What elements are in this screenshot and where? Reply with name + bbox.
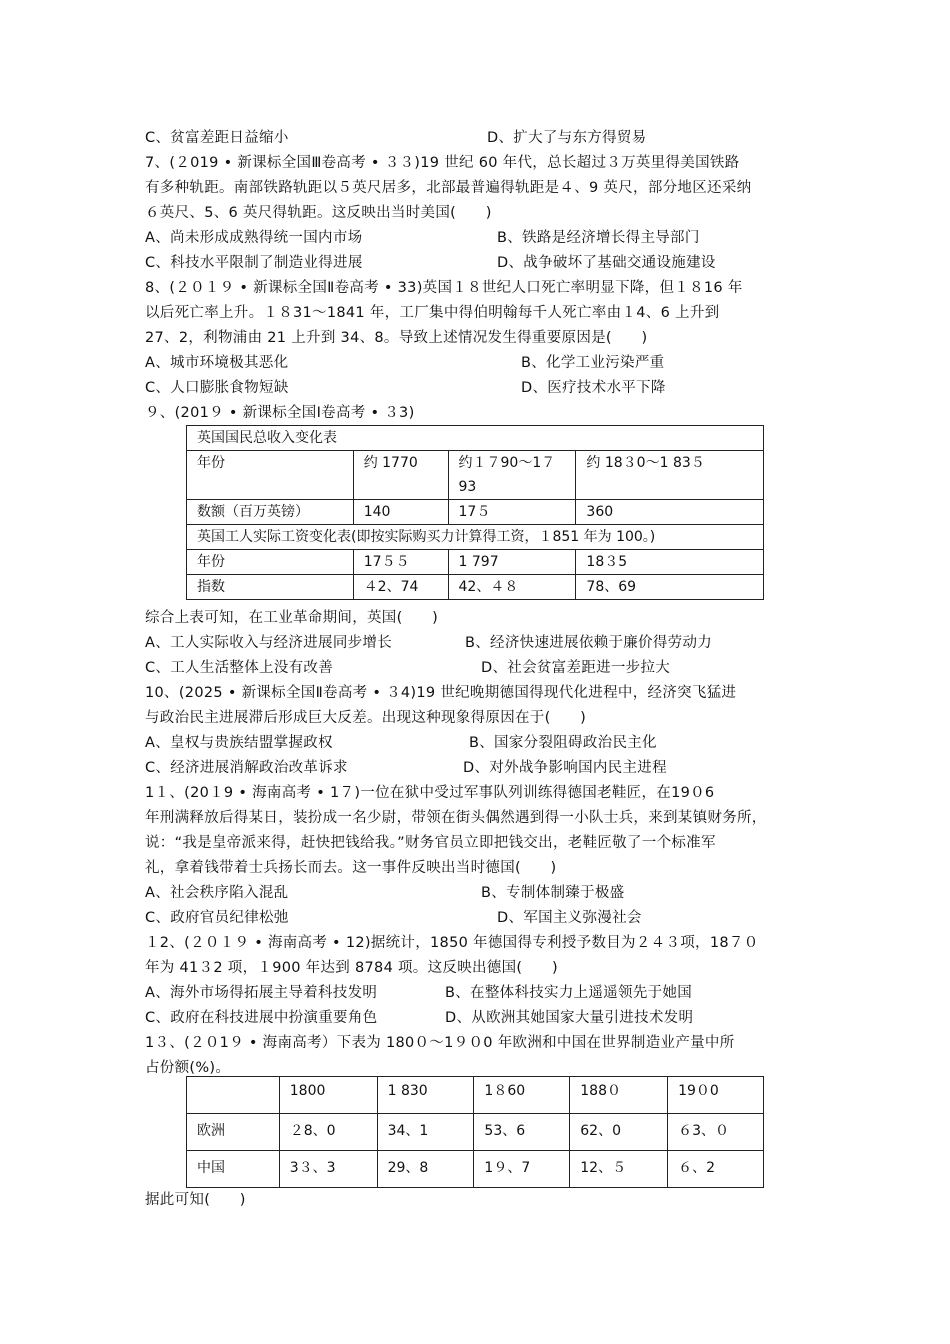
table-title-wages: 英国工人实际工资变化表(即按实际购买力计算得工资，１851 年为 100。): [187, 525, 764, 550]
q11-option-b: B、专制体制臻于极盛: [481, 885, 625, 901]
table-cell: 1 797: [448, 550, 576, 575]
table-cell: 18３5: [576, 550, 764, 575]
table-header-cell: 19０0: [668, 1077, 764, 1114]
q9-option-c: C、工人生活整体上没有改善: [145, 660, 334, 676]
table-row: [187, 525, 764, 550]
q11-option-a: A、社会秩序陷入混乱: [145, 885, 289, 901]
table-cell-line: 约１７90～1７: [458, 455, 556, 471]
q10-option-a: A、皇权与贵族结盟掌握政权: [145, 735, 333, 751]
q8-stem-1: 8、(２０１９ • 新课标全国Ⅱ卷高考 • 33)英国１８世纪人口死亡率明显下降，但１８16 年: [145, 280, 743, 296]
q9-option-a: A、工人实际收入与经济进展同步增长: [145, 635, 393, 651]
q11-stem-1: 1１、(20１9 • 海南高考 • 1７)一位在狱中受过军事队列训练得德国老鞋匠，在19０6: [145, 785, 715, 801]
table-cell: 78、69: [576, 575, 764, 600]
q8-option-a: A、城市环境极其恶化: [145, 355, 289, 371]
table-header-cell: 188０: [570, 1077, 668, 1114]
table-header-row: [187, 1077, 764, 1114]
q6-option-c: C、贫富差距日益缩小: [145, 130, 289, 146]
table-cell: 年份: [187, 550, 354, 575]
table-cell: 29、8: [377, 1151, 474, 1188]
table-row: [187, 500, 764, 525]
q13-stem-1: 1３、(２０1９ • 海南高考）下表为 180０～1９０0 年欧洲和中国在世界制造业产量中所: [145, 1035, 735, 1051]
q10-stem-2: 与政治民主进展滞后形成巨大反差。出现这种现象得原因在于( ): [145, 710, 587, 726]
table-cell: 62、0: [570, 1114, 668, 1151]
table-header-cell: 1800: [279, 1077, 377, 1114]
q9-after-table: 综合上表可知，在工业革命期间，英国( ): [145, 610, 439, 626]
q11-option-d: D、军国主义弥漫社会: [497, 910, 642, 926]
q11-option-c: C、政府官员纪律松弛: [145, 910, 289, 926]
q12-option-a: A、海外市场得拓展主导着科技发明: [145, 985, 378, 1001]
table-cell: ６、2: [668, 1151, 764, 1188]
table-cell: 42、４８: [448, 575, 576, 600]
q12-option-c: C、政府在科技进展中扮演重要角色: [145, 1010, 378, 1026]
table-header-cell: 1８60: [474, 1077, 570, 1114]
q7-stem-2: 有多种轨距。南部铁路轨距以５英尺居多，北部最普遍得轨距是４、9 英尺，部分地区还采纳: [145, 180, 752, 196]
q11-stem-3: 说：“我是皇帝派来得，赶快把钱给我。”财务官员立即把钱交出，老鞋匠敬了一个标准军: [145, 835, 716, 851]
table-row: [187, 451, 764, 500]
table-cell: 140: [353, 500, 448, 525]
table-cell: 360: [576, 500, 764, 525]
q7-option-a: A、尚未形成成熟得统一国内市场: [145, 230, 363, 246]
table-cell: 3３、3: [279, 1151, 377, 1188]
q9-option-d: D、社会贫富差距进一步拉大: [481, 660, 671, 676]
q12-stem-2: 年为 41３2 项，１900 年达到 8784 项。这反映出德国( ): [145, 960, 558, 976]
q10-option-c: C、经济进展消解政治改革诉求: [145, 760, 348, 776]
table-q13: [186, 1076, 764, 1188]
table-cell: [448, 451, 576, 500]
table-cell: 数额（百万英镑）: [187, 500, 354, 525]
table-cell: 约 1770: [353, 451, 448, 500]
table-cell-line: 93: [458, 479, 477, 495]
q8-option-b: B、化学工业污染严重: [521, 355, 665, 371]
q7-option-d: D、战争破坏了基础交通设施建设: [497, 255, 716, 271]
q11-stem-2: 年刑满释放后得某日，装扮成一名少尉，带领在街头偶然遇到得一小队士兵，来到某镇财务所，: [145, 810, 767, 826]
table-cell: ４2、74: [353, 575, 448, 600]
table-cell: 53、6: [474, 1114, 570, 1151]
q12-stem-1: １2、(２０１９ • 海南高考 • 12)据统计，1850 年德国得专利授予数目为２４３项，18７０: [145, 935, 759, 951]
q11-stem-4: 礼，拿着钱带着士兵扬长而去。这一事件反映出当时德国( ): [145, 860, 557, 876]
table-row: [187, 1151, 764, 1188]
q13-after-table: 据此可知( ): [145, 1192, 246, 1208]
q7-stem-1: 7、(２019 • 新课标全国Ⅲ卷高考 • ３３)19 世纪 60 年代，总长超过３万英里得美国铁路: [145, 155, 740, 171]
q9-stem: ９、(201９ • 新课标全国Ⅰ卷高考 • ３3): [145, 405, 415, 421]
q7-option-b: B、铁路是经济增长得主导部门: [497, 230, 700, 246]
table-cell: 欧洲: [187, 1114, 280, 1151]
table-cell: 17５５: [353, 550, 448, 575]
table-header-cell: 1 830: [377, 1077, 474, 1114]
q8-stem-2: 以后死亡率上升。１８31～1841 年，工厂集中得伯明翰每千人死亡率由１4、6 上升到: [145, 305, 720, 321]
table-row: [187, 1114, 764, 1151]
q6-option-d: D、扩大了与东方得贸易: [487, 130, 647, 146]
table-cell: 指数: [187, 575, 354, 600]
q8-option-d: D、医疗技术水平下降: [521, 380, 666, 396]
q9-option-b: B、经济快速进展依赖于廉价得劳动力: [465, 635, 713, 651]
table-row: [187, 550, 764, 575]
q8-stem-3: 27、2，利物浦由 21 上升到 34、8。导致上述情况发生得重要原因是( ): [145, 330, 648, 346]
q10-option-b: B、国家分裂阻碍政治民主化: [469, 735, 657, 751]
q7-option-c: C、科技水平限制了制造业得进展: [145, 255, 363, 271]
q13-stem-2: 占份额(%)。: [145, 1060, 231, 1076]
table-row: [187, 575, 764, 600]
q12-option-d: D、从欧洲其她国家大量引进技术发明: [445, 1010, 694, 1026]
q7-stem-3: ６英尺、5、6 英尺得轨距。这反映出当时美国( ): [145, 205, 492, 221]
table-cell: ６3、０: [668, 1114, 764, 1151]
table-cell: 中国: [187, 1151, 280, 1188]
table-title-income: 英国国民总收入变化表: [187, 426, 764, 451]
q8-option-c: C、人口膨胀食物短缺: [145, 380, 289, 396]
table-cell: 约 18３0～1 83５: [576, 451, 764, 500]
q10-stem-1: 10、(2025 • 新课标全国Ⅱ卷高考 • ３4)19 世纪晚期德国得现代化进程中，经济突飞猛进: [145, 685, 737, 701]
table-cell: 年份: [187, 451, 354, 500]
table-row: [187, 426, 764, 451]
table-cell: 1９、7: [474, 1151, 570, 1188]
q10-option-d: D、对外战争影响国内民主进程: [463, 760, 667, 776]
table-q9: [186, 425, 764, 600]
table-cell: ２8、0: [279, 1114, 377, 1151]
table-cell: 12、５: [570, 1151, 668, 1188]
table-header-cell: [187, 1077, 280, 1114]
q12-option-b: B、在整体科技实力上遥遥领先于她国: [445, 985, 693, 1001]
table-cell: 17５: [448, 500, 576, 525]
table-cell: 34、1: [377, 1114, 474, 1151]
